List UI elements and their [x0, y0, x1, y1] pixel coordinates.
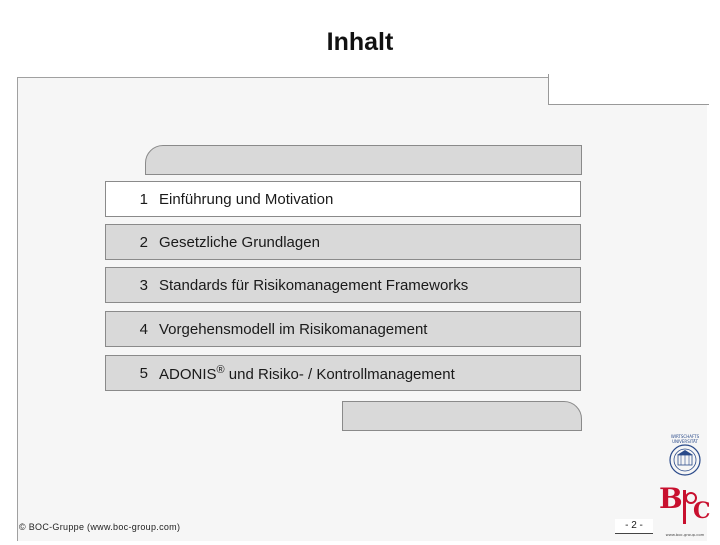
- toc-tab-bottom: [342, 401, 582, 431]
- toc-item-5[interactable]: [105, 355, 581, 391]
- boc-url: www.boc-group.com: [665, 532, 705, 537]
- university-seal-icon: [655, 430, 715, 540]
- toc-item-label: Gesetzliche Grundlagen: [159, 233, 320, 251]
- svg-text:WIRTSCHAFTS: WIRTSCHAFTS: [670, 434, 700, 439]
- toc-item-number: 5: [139, 364, 148, 382]
- toc-item-4[interactable]: [105, 311, 581, 347]
- toc-item-number: 1: [139, 190, 148, 208]
- toc-item-number: 4: [139, 320, 148, 338]
- toc-item-label: Standards für Risikomanagement Frameworks: [159, 276, 469, 294]
- svg-text:B: B: [659, 482, 683, 515]
- toc-item-2[interactable]: [105, 224, 581, 260]
- corner-box: [548, 74, 709, 105]
- toc-tab-top: [145, 145, 582, 175]
- logo-area: [655, 430, 715, 540]
- toc-item-number: 3: [139, 276, 148, 294]
- toc-item-label: Einführung und Motivation: [159, 190, 334, 208]
- toc-item-number: 2: [139, 233, 148, 251]
- registered-mark: ®: [216, 363, 225, 376]
- slide-title: Inhalt: [326, 28, 394, 56]
- svg-text:C: C: [693, 498, 711, 524]
- toc-item-3[interactable]: [105, 267, 581, 303]
- toc-item-1[interactable]: [105, 181, 581, 217]
- footer-copyright: © BOC-Gruppe (www.boc-group.com): [19, 522, 181, 532]
- toc-item-label: [159, 364, 455, 383]
- toc-item-label-post: und Risiko- / Kontrollmanagement: [224, 365, 455, 383]
- toc-item-label-pre: ADONIS: [159, 365, 217, 383]
- boc-logo-icon: [659, 482, 711, 524]
- toc-item-label: Vorgehensmodell im Risikomanagement: [159, 320, 428, 338]
- page-number: - 2 -: [615, 519, 653, 534]
- svg-text:UNIVERSITÄT: UNIVERSITÄT: [672, 439, 698, 444]
